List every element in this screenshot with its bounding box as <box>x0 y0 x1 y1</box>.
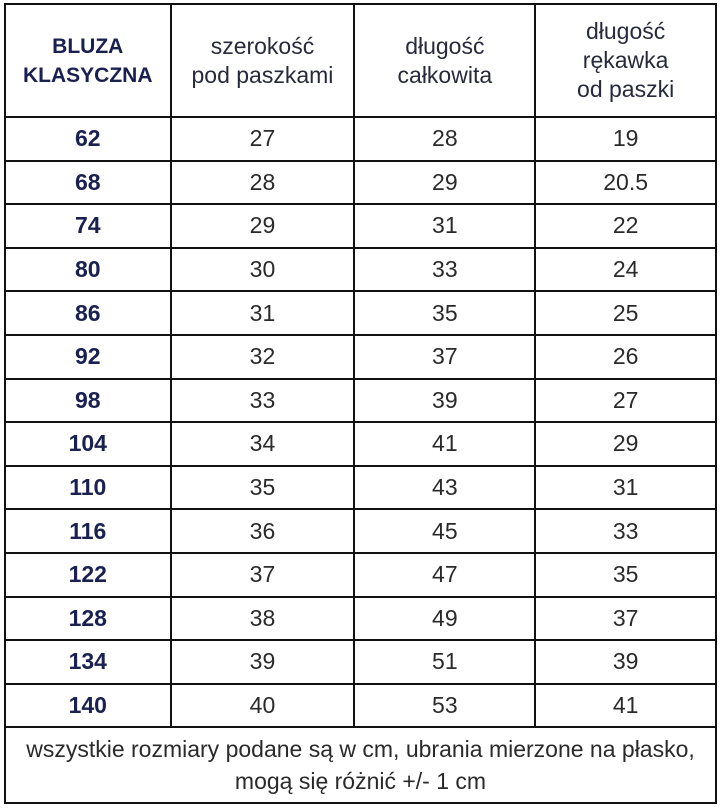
value-cell: 24 <box>535 248 716 292</box>
value-cell: 35 <box>171 466 355 510</box>
value-cell: 53 <box>354 684 535 728</box>
value-cell: 25 <box>535 291 716 335</box>
value-cell: 20.5 <box>535 161 716 205</box>
header-label: szerokość pod paszkami <box>191 32 334 88</box>
value-cell: 31 <box>535 466 716 510</box>
note-row <box>5 727 716 803</box>
size-cell: 110 <box>5 466 171 510</box>
value-cell: 47 <box>354 553 535 597</box>
value-cell: 37 <box>171 553 355 597</box>
table-row <box>5 335 716 379</box>
header-sleeve <box>535 4 716 117</box>
table-row <box>5 422 716 466</box>
table-row <box>5 291 716 335</box>
value-cell: 32 <box>171 335 355 379</box>
table-row <box>5 553 716 597</box>
value-cell: 43 <box>354 466 535 510</box>
value-cell: 26 <box>535 335 716 379</box>
header-label: długość rękawka od paszki <box>577 18 675 102</box>
size-cell: 134 <box>5 640 171 684</box>
value-cell: 38 <box>171 597 355 641</box>
size-cell: 122 <box>5 553 171 597</box>
table-row <box>5 597 716 641</box>
size-table <box>4 3 717 804</box>
table-row <box>5 204 716 248</box>
value-cell: 33 <box>535 509 716 553</box>
value-cell: 41 <box>535 684 716 728</box>
value-cell: 34 <box>171 422 355 466</box>
value-cell: 39 <box>354 379 535 423</box>
value-cell: 35 <box>535 553 716 597</box>
note-text: wszystkie rozmiary podane są w cm, ubrania mierzone na płasko, mogą się różnić +/- 1 cm <box>5 727 716 803</box>
size-cell: 128 <box>5 597 171 641</box>
value-cell: 28 <box>171 161 355 205</box>
value-cell: 37 <box>354 335 535 379</box>
header-row <box>5 4 716 117</box>
table-row <box>5 684 716 728</box>
value-cell: 49 <box>354 597 535 641</box>
size-cell: 80 <box>5 248 171 292</box>
size-cell: 104 <box>5 422 171 466</box>
size-cell: 116 <box>5 509 171 553</box>
value-cell: 27 <box>535 379 716 423</box>
value-cell: 31 <box>354 204 535 248</box>
value-cell: 35 <box>354 291 535 335</box>
value-cell: 30 <box>171 248 355 292</box>
value-cell: 27 <box>171 117 355 161</box>
size-cell: 62 <box>5 117 171 161</box>
value-cell: 29 <box>354 161 535 205</box>
value-cell: 22 <box>535 204 716 248</box>
value-cell: 36 <box>171 509 355 553</box>
table-row <box>5 509 716 553</box>
table-row <box>5 466 716 510</box>
value-cell: 29 <box>535 422 716 466</box>
value-cell: 29 <box>171 204 355 248</box>
value-cell: 33 <box>171 379 355 423</box>
table-row <box>5 117 716 161</box>
size-cell: 140 <box>5 684 171 728</box>
header-label: BLUZA KLASYCZNA <box>23 34 153 87</box>
value-cell: 28 <box>354 117 535 161</box>
value-cell: 41 <box>354 422 535 466</box>
size-cell: 92 <box>5 335 171 379</box>
value-cell: 39 <box>535 640 716 684</box>
header-width <box>171 4 355 117</box>
value-cell: 45 <box>354 509 535 553</box>
table-row <box>5 640 716 684</box>
header-product <box>5 4 171 117</box>
table-row <box>5 248 716 292</box>
value-cell: 33 <box>354 248 535 292</box>
value-cell: 39 <box>171 640 355 684</box>
value-cell: 19 <box>535 117 716 161</box>
size-cell: 68 <box>5 161 171 205</box>
table-row <box>5 379 716 423</box>
value-cell: 37 <box>535 597 716 641</box>
size-cell: 98 <box>5 379 171 423</box>
size-cell: 74 <box>5 204 171 248</box>
value-cell: 51 <box>354 640 535 684</box>
value-cell: 40 <box>171 684 355 728</box>
table-row <box>5 161 716 205</box>
size-cell: 86 <box>5 291 171 335</box>
header-length <box>354 4 535 117</box>
header-label: długość całkowita <box>397 32 493 88</box>
value-cell: 31 <box>171 291 355 335</box>
